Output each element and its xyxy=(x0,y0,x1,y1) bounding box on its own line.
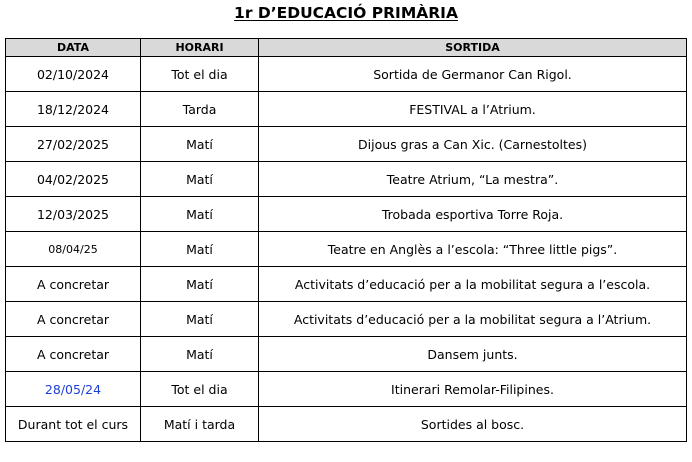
row-outing: Itinerari Remolar-Filipines. xyxy=(259,372,687,407)
row-time: Tot el dia xyxy=(141,372,259,407)
document-title-text: 1r D’EDUCACIÓ PRIMÀRIA xyxy=(234,4,458,22)
table-row xyxy=(6,92,687,127)
row-time: Matí xyxy=(141,127,259,162)
row-time: Matí xyxy=(141,337,259,372)
row-outing: Activitats d’educació per a la mobilitat segura a l’Atrium. xyxy=(259,302,687,337)
table-row xyxy=(6,162,687,197)
outings-table xyxy=(5,38,687,442)
row-time: Matí i tarda xyxy=(141,407,259,442)
document-title xyxy=(0,2,692,24)
row-outing: Activitats d’educació per a la mobilitat segura a l’escola. xyxy=(259,267,687,302)
table-row xyxy=(6,57,687,92)
table-row xyxy=(6,407,687,442)
row-time: Matí xyxy=(141,197,259,232)
table-header-row xyxy=(6,39,687,57)
row-date: Durant tot el curs xyxy=(6,407,141,442)
row-outing: Sortides al bosc. xyxy=(259,407,687,442)
row-outing: Teatre en Anglès a l’escola: “Three little pigs”. xyxy=(259,232,687,267)
table-row xyxy=(6,302,687,337)
row-time: Matí xyxy=(141,162,259,197)
row-date: A concretar xyxy=(6,302,141,337)
row-date: 02/10/2024 xyxy=(6,57,141,92)
row-date: A concretar xyxy=(6,337,141,372)
table-row xyxy=(6,127,687,162)
table-row xyxy=(6,267,687,302)
row-time: Matí xyxy=(141,302,259,337)
row-date: 18/12/2024 xyxy=(6,92,141,127)
table-row xyxy=(6,232,687,267)
row-outing: Dansem junts. xyxy=(259,337,687,372)
column-header-time: HORARI xyxy=(141,39,259,57)
row-outing: Teatre Atrium, “La mestra”. xyxy=(259,162,687,197)
row-time: Tarda xyxy=(141,92,259,127)
row-time: Matí xyxy=(141,267,259,302)
row-date: 12/03/2025 xyxy=(6,197,141,232)
row-date: 04/02/2025 xyxy=(6,162,141,197)
row-date: 27/02/2025 xyxy=(6,127,141,162)
column-header-outing: SORTIDA xyxy=(259,39,687,57)
row-outing: Dijous gras a Can Xic. (Carnestoltes) xyxy=(259,127,687,162)
column-header-date: DATA xyxy=(6,39,141,57)
row-outing: Trobada esportiva Torre Roja. xyxy=(259,197,687,232)
table-row xyxy=(6,337,687,372)
row-date: A concretar xyxy=(6,267,141,302)
row-time: Tot el dia xyxy=(141,57,259,92)
table-row xyxy=(6,372,687,407)
row-outing: FESTIVAL a l’Atrium. xyxy=(259,92,687,127)
row-time: Matí xyxy=(141,232,259,267)
row-date: 08/04/25 xyxy=(6,232,141,267)
row-date-link[interactable]: 28/05/24 xyxy=(6,372,141,407)
table-row xyxy=(6,197,687,232)
row-outing: Sortida de Germanor Can Rigol. xyxy=(259,57,687,92)
